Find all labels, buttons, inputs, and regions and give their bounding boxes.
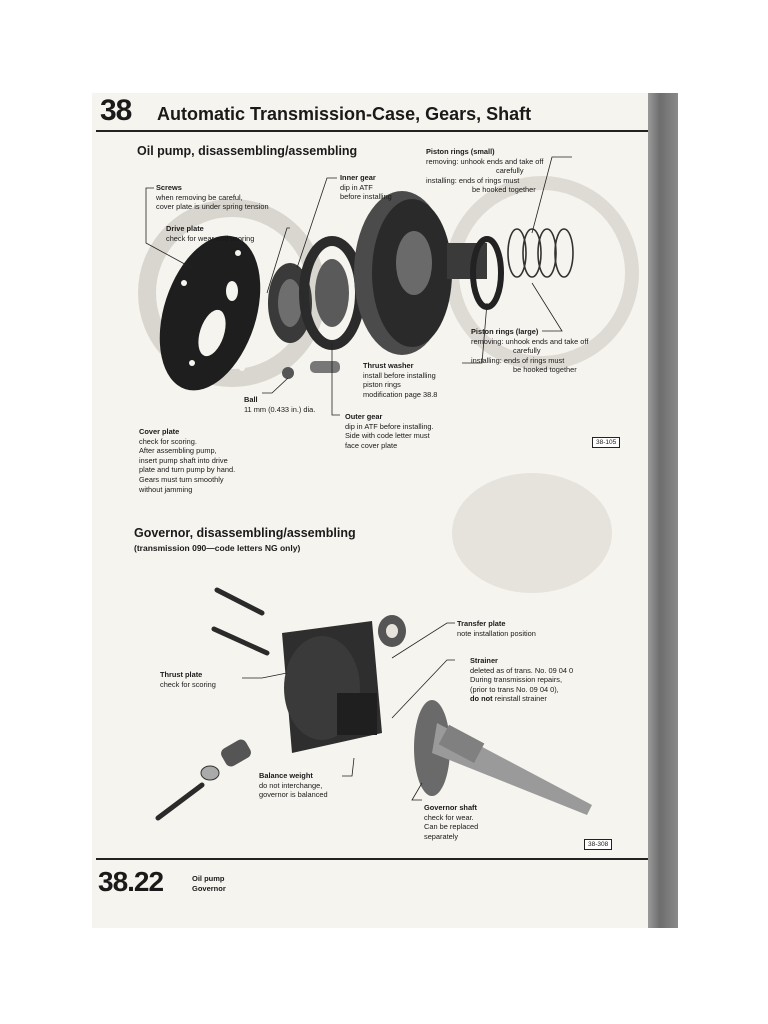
spring-drawing (310, 361, 340, 373)
chapter-number: 38 (100, 94, 132, 127)
label-piston-rings-large: Piston rings (large) removing: unhook ends and take off carefully installing: ends of rings must be hooked together (471, 327, 589, 375)
governor-bolts-drawing (158, 590, 267, 818)
figure-ref-governor: 38-308 (584, 839, 612, 850)
oil-pump-section-title: Oil pump, disassembling/assembling (137, 144, 358, 158)
label-transfer-plate: Transfer plate note installation position (457, 619, 536, 638)
label-governor-shaft: Governor shaft check for wear. Can be replaced separately (424, 803, 479, 841)
label-outer-gear: Outer gear dip in ATF before installing. Side with code letter must face cover plate (345, 412, 434, 450)
label-ball: Ball 11 mm (0.433 in.) dia. (244, 395, 316, 414)
label-thrust-washer: Thrust washer install before installing piston rings modification page 38.8 (363, 361, 438, 399)
chapter-title: Automatic Transmission-Case, Gears, Shaft (157, 104, 532, 124)
footer-rule (96, 858, 648, 860)
footer-topics (192, 874, 226, 894)
governor-body-drawing (282, 621, 382, 753)
background-ghost-shape (452, 473, 612, 593)
page-binding-shadow (648, 93, 678, 928)
piston-rings-drawing (508, 229, 573, 277)
label-balance-weight: Balance weight do not interchange, governor is balanced (259, 771, 328, 800)
exploded-view-illustrations (92, 93, 648, 928)
figure-ref-oil-pump: 38-105 (592, 437, 620, 448)
page-number: 38.22 (98, 866, 164, 897)
label-cover-plate: Cover plate check for scoring. After assembling pump, insert pump shaft into drive plate and turn pump by hand. Gears must turn smoothly without jamming (139, 427, 236, 494)
label-screws: Screws when removing be careful, cover plate is under spring tension (156, 183, 269, 212)
header-rule (96, 130, 648, 132)
label-strainer: Strainer deleted as of trans. No. 09 04 0 During transmission repairs, (prior to trans No. 09 04 0), do not reinstall strainer (470, 656, 574, 704)
transfer-plate-drawing (378, 615, 406, 647)
footer-topic: Oil pump (192, 874, 225, 883)
ball-drawing (282, 367, 294, 379)
label-inner-gear: Inner gear dip in ATF before installing (340, 173, 392, 202)
footer-topic: Governor (192, 884, 226, 893)
balance-weight-drawing (201, 737, 253, 780)
label-drive-plate: Drive plate check for wear and scoring (166, 224, 255, 243)
governor-shaft-drawing (414, 700, 592, 815)
governor-section-subtitle: (transmission 090—code letters NG only) (134, 543, 301, 553)
label-piston-rings-small: Piston rings (small) removing: unhook ends and take off carefully installing: ends of rings must be hooked together (426, 147, 544, 195)
label-thrust-plate: Thrust plate check for scoring (160, 670, 216, 689)
governor-section-title: Governor, disassembling/assembling (134, 526, 356, 540)
